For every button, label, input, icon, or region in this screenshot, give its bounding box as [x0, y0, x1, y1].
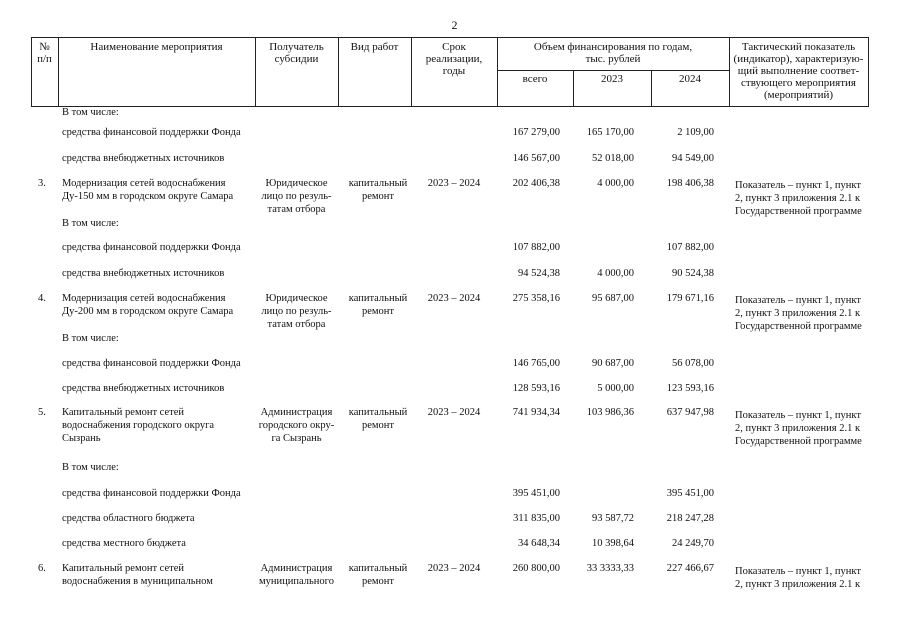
row-recipient: Юридическое лицо по резуль- татам отбора	[261, 293, 332, 330]
row-indicator: Показатель – пункт 1, пункт 2, пункт 3 приложения 2.1 к Государственной программе	[735, 180, 862, 217]
row-2023: 93 587,72	[592, 513, 634, 524]
row-2024: 227 466,67	[666, 563, 714, 574]
row-number: 4.	[38, 293, 46, 304]
header-num: № п/п	[37, 41, 52, 65]
row-total: 94 524,38	[518, 268, 560, 279]
row-name: Модернизация сетей водоснабжения Ду-200 мм в городском округе Самара	[62, 293, 234, 317]
row-2024: 395 451,00	[666, 488, 714, 499]
header-2023: 2023	[601, 73, 623, 85]
row-work-type: капитальный ремонт	[348, 563, 408, 587]
row-total: 741 934,34	[512, 407, 560, 418]
row-name: Модернизация сетей водоснабжения Ду-150 мм в городском округе Самара	[62, 178, 234, 202]
row-name: Капитальный ремонт сетей водоснабжения городского округа Сызрань	[62, 407, 215, 444]
row-name: средства внебюджетных источников	[62, 268, 225, 279]
row-2024: 90 524,38	[672, 268, 714, 279]
header-name: Наименование мероприятия	[90, 41, 223, 53]
row-total: 167 279,00	[512, 127, 560, 138]
row-2023: 90 687,00	[592, 358, 634, 369]
row-2024: 123 593,16	[666, 383, 714, 394]
row-recipient: Юридическое лицо по резуль- татам отбора	[261, 178, 332, 215]
row-2023: 52 018,00	[592, 153, 634, 164]
row-2024: 2 109,00	[677, 127, 714, 138]
row-work-type: капитальный ремонт	[348, 293, 408, 317]
row-total: 34 648,34	[518, 538, 560, 549]
row-2023: 103 986,36	[586, 407, 634, 418]
row-total: 146 567,00	[512, 153, 560, 164]
row-term: 2023 – 2024	[427, 563, 481, 574]
row-number: 5.	[38, 407, 46, 418]
row-total: 202 406,38	[512, 178, 560, 189]
row-name: средства финансовой поддержки Фонда	[62, 358, 241, 369]
header-recipient: Получатель субсидии	[269, 41, 324, 65]
row-2023: 10 398,64	[592, 538, 634, 549]
page-number: 2	[451, 18, 458, 32]
row-2024: 56 078,00	[672, 358, 714, 369]
header-term: Срок реализации, годы	[425, 41, 483, 77]
row-2024: 24 249,70	[672, 538, 714, 549]
row-number: 3.	[38, 178, 46, 189]
header-funding: Объем финансирования по годам, тыс. рублей	[533, 41, 693, 65]
row-subheading: В том числе:	[62, 333, 119, 344]
row-2023: 33 3333,33	[586, 563, 634, 574]
row-term: 2023 – 2024	[427, 407, 481, 418]
row-total: 128 593,16	[512, 383, 560, 394]
row-2024: 198 406,38	[666, 178, 714, 189]
row-total: 311 835,00	[513, 513, 560, 524]
row-name: средства финансовой поддержки Фонда	[62, 242, 241, 253]
row-name: средства финансовой поддержки Фонда	[62, 127, 241, 138]
row-work-type: капитальный ремонт	[348, 407, 408, 431]
row-term: 2023 – 2024	[427, 178, 481, 189]
row-subheading: В том числе:	[62, 462, 119, 473]
row-2023: 95 687,00	[592, 293, 634, 304]
header-2024: 2024	[679, 73, 701, 85]
row-2023: 165 170,00	[586, 127, 634, 138]
row-2023: 5 000,00	[597, 383, 634, 394]
row-total: 395 451,00	[512, 488, 560, 499]
row-total: 260 800,00	[512, 563, 560, 574]
row-subheading: В том числе:	[62, 218, 119, 229]
row-2024: 637 947,98	[666, 407, 714, 418]
row-number: 6.	[38, 563, 46, 574]
row-recipient: Администрация муниципального	[259, 563, 334, 587]
row-2023: 4 000,00	[597, 268, 634, 279]
row-name: средства финансовой поддержки Фонда	[62, 488, 241, 499]
header-indicator: Тактический показатель (индикатор), характеризую- щий выполнение соответ- ствующего мероприятия (мероприятий)	[733, 41, 864, 101]
row-name: Капитальный ремонт сетей водоснабжения в муниципальном	[62, 563, 213, 587]
row-name: средства внебюджетных источников	[62, 153, 225, 164]
row-total: 107 882,00	[512, 242, 560, 253]
row-term: 2023 – 2024	[427, 293, 481, 304]
row-subheading: В том числе:	[62, 107, 119, 118]
row-name: средства внебюджетных источников	[62, 383, 225, 394]
row-name: средства местного бюджета	[62, 538, 186, 549]
row-indicator: Показатель – пункт 1, пункт 2, пункт 3 приложения 2.1 к	[735, 566, 861, 590]
row-work-type: капитальный ремонт	[348, 178, 408, 202]
row-indicator: Показатель – пункт 1, пункт 2, пункт 3 приложения 2.1 к Государственной программе	[735, 295, 862, 332]
row-total: 146 765,00	[512, 358, 560, 369]
row-2024: 107 882,00	[666, 242, 714, 253]
row-2023: 4 000,00	[597, 178, 634, 189]
header-work-type: Вид работ	[350, 41, 399, 53]
header-total: всего	[522, 73, 548, 85]
row-recipient: Администрация городского окру- га Сызрань	[258, 407, 335, 444]
row-name: средства областного бюджета	[62, 513, 195, 524]
row-total: 275 358,16	[512, 293, 560, 304]
row-2024: 218 247,28	[666, 513, 714, 524]
row-2024: 179 671,16	[666, 293, 714, 304]
row-2024: 94 549,00	[672, 153, 714, 164]
row-indicator: Показатель – пункт 1, пункт 2, пункт 3 приложения 2.1 к Государственной программе	[735, 410, 862, 447]
